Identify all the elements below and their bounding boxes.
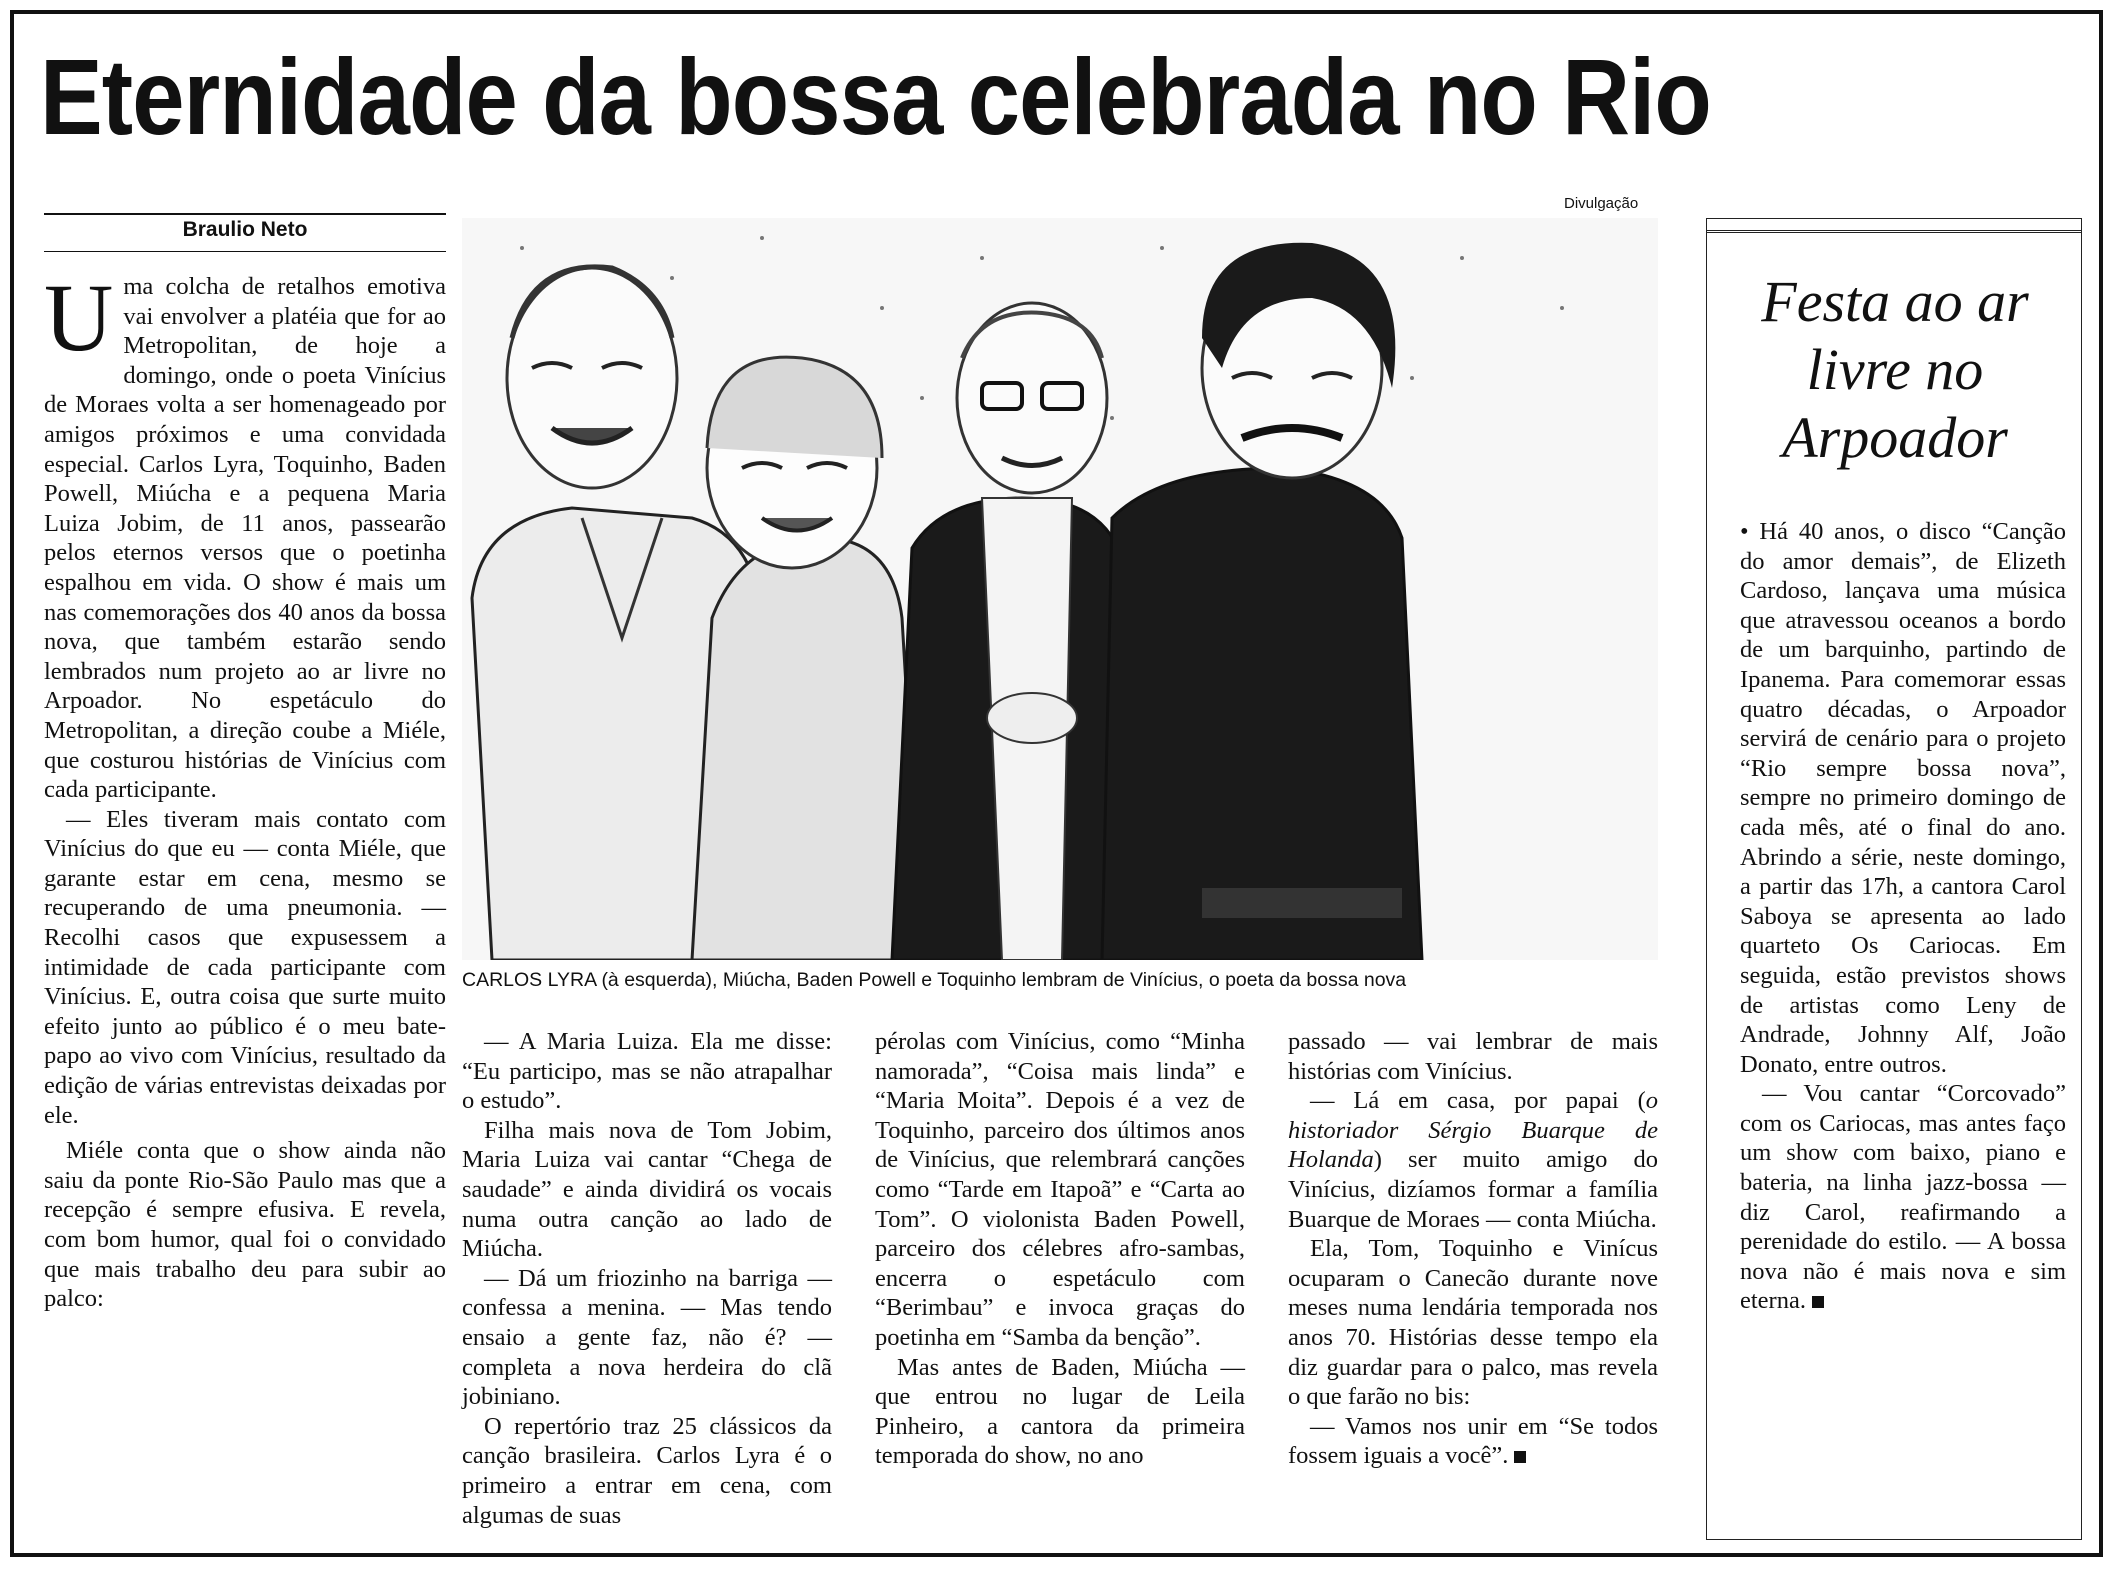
- paragraph: Filha mais nova de Tom Jobim, Maria Luiza vai cantar “Chega de saudade” e ainda dividirá os vocais numa outra canção ao lado de Miúcha.: [462, 1116, 832, 1263]
- sidebar-text: [1740, 517, 2066, 1316]
- paragraph: O repertório traz 25 clássicos da canção brasileira. Carlos Lyra é o primeiro a entrar em cena, com algumas de suas: [462, 1412, 832, 1529]
- end-mark-icon: [1812, 1296, 1824, 1308]
- photo-caption: CARLOS LYRA (à esquerda), Miúcha, Baden Powell e Toquinho lembram de Vinícius, o poeta da bossa nova: [462, 969, 1407, 991]
- paragraph: Miéle conta que o show ainda não saiu da ponte Rio-São Paulo mas que a recepção é sempre efusiva. E revela, com bom humor, qual foi o convidado que mais trabalho deu para subir ao palco:: [44, 1137, 446, 1313]
- photo-illustration: [462, 218, 1658, 960]
- byline: Braulio Neto: [182, 218, 308, 241]
- byline-rule: [44, 213, 446, 215]
- paragraph: — Vamos nos unir em “Se todos fossem iguais a você”.: [1288, 1412, 1658, 1470]
- sidebar-title: Festa ao ar livre no Arpoador: [1761, 269, 2029, 470]
- paragraph: Mas antes de Baden, Miúcha — que entrou no lugar de Leila Pinheiro, a cantora da primeira temporada do show, no ano: [875, 1353, 1245, 1470]
- drop-cap: U: [44, 264, 114, 371]
- photo-credit: Divulgação: [1564, 195, 1639, 212]
- lead-paragraph: Uma colcha de retalhos emotiva vai envolver a platéia que for ao Metropolitan, de hoje a domingo, onde o poeta Vinícius de Moraes volta a ser homenageado por amigos próximos e uma convidada especial. Carlos Lyra, Toquinho, Baden Powell, Miúcha e a pequena Maria Luiza Jobim, de 11 anos, passearão pelos eternos versos que o poetinha espalhou em vida. O show é mais um nas comemorações dos 40 anos da bossa nova, que também estarão sendo lembrados num projeto ao ar livre no Arpoador. No espetáculo do Metropolitan, a direção coube a Miéle, que costurou histórias de Vinícius com cada participante.: [44, 264, 446, 804]
- headline: Eternidade da bossa celebrada no Rio: [40, 36, 1711, 157]
- paragraph: pérolas com Vinícius, como “Minha namorada”, “Coisa mais linda” e “Maria Moita”. Depois é a vez de Toquinho, parceiro dos últimos anos de Vinícius, que relembrará canções como “Tarde em Itapoã” e “Carta ao Tom”. O violonista Baden Powell, parceiro dos célebres afro-sambas, encerra o espetáculo com “Berimbau” e invoca graças do poetinha em “Samba da benção”.: [875, 1028, 1245, 1351]
- paragraph: Ela, Tom, Toquinho e Vinícus ocuparam o Canecão durante nove meses numa lendária temporada nos anos 70. Histórias desse tempo ela diz guardar para o palco, mas revela o que farão no bis:: [1288, 1235, 1658, 1411]
- article-column-3: [875, 1027, 1245, 1471]
- sidebar-rule: [1707, 219, 2081, 233]
- article-column-2: [462, 1027, 832, 1530]
- paragraph: — Lá em casa, por papai (o historiador Sérgio Buarque de Holanda) ser muito amigo do Vinícius, dizíamos formar a família Buarque de Moraes — conta Miúcha.: [1288, 1087, 1658, 1233]
- end-mark-icon: [1514, 1451, 1526, 1463]
- article-column-4: [1288, 1027, 1658, 1471]
- paragraph: — A Maria Luiza. Ela me disse: “Eu participo, mas se não atrapalhar o estudo”.: [462, 1028, 832, 1115]
- news-photo: [462, 218, 1658, 960]
- paragraph: — Eles tiveram mais contato com Vinícius do que eu — conta Miéle, que garante estar em cena, mesmo se recuperando de uma pneumonia. — Recolhi casos que expusessem a intimidade de cada participante com Vinícius. E, outra coisa que surte muito efeito junto ao público é o meu bate-papo ao vivo com Vinícius, resultado da edição de várias entrevistas deixadas por ele.: [44, 805, 446, 1129]
- paragraph: passado — vai lembrar de mais histórias com Vinícius.: [1288, 1028, 1658, 1085]
- byline-rule: [44, 251, 446, 252]
- paragraph: — Dá um friozinho na barriga — confessa a menina. — Mas tendo ensaio a gente faz, não é? — completa a nova herdeira do clã jobiniano.: [462, 1264, 832, 1411]
- article-column-1: [44, 264, 446, 1314]
- paragraph: — Vou cantar “Corcovado” com os Cariocas, mas antes faço um show com baixo, piano e bateria, na linha jazz-bossa — diz Carol, reafirmando a perenidade do estilo. — A bossa nova não é mais nova e sim eterna.: [1740, 1080, 2066, 1315]
- paragraph: • Há 40 anos, o disco “Canção do amor demais”, de Elizeth Cardoso, lançava uma música que atravessou oceanos a bordo de um barquinho, partindo de Ipanema. Para comemorar essas quatro décadas, o Arpoador servirá de cenário para o projeto “Rio sempre bossa nova”, sempre no primeiro domingo de cada mês, até o final do ano. Abrindo a série, neste domingo, a partir das 17h, a cantora Carol Saboya se apresenta ao lado quarteto Os Cariocas. Em seguida, estão previstos shows de artistas como Leny de Andrade, Johnny Alf, João Donato, entre outros.: [1740, 518, 2066, 1078]
